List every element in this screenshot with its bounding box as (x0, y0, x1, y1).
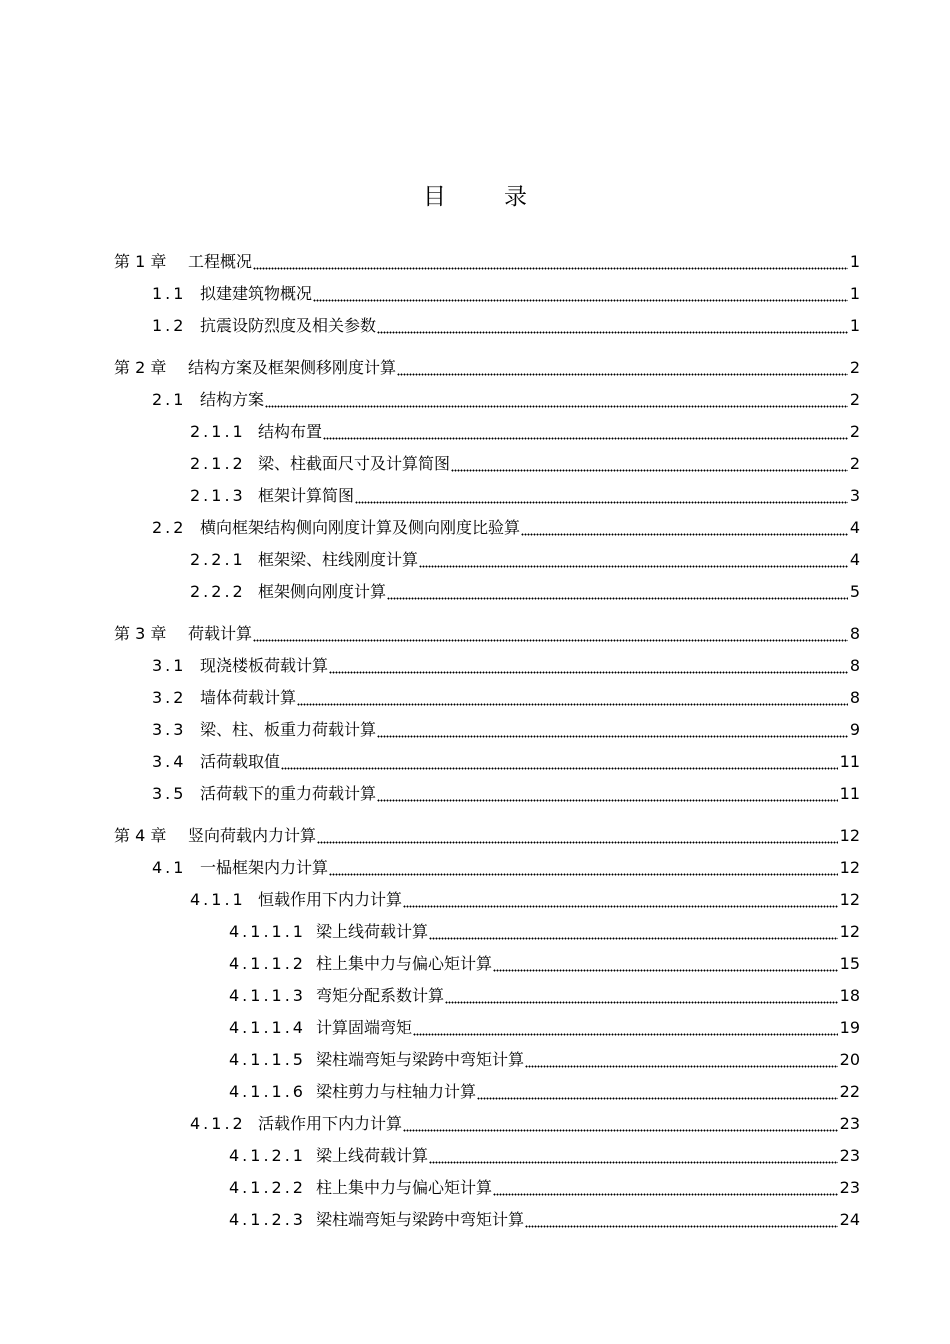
toc-leader-dots (397, 358, 848, 378)
toc-entry[interactable] (190, 414, 860, 442)
toc-entry-number: 2.1.3 (190, 486, 246, 505)
toc-entry[interactable] (152, 850, 860, 878)
toc-entry[interactable] (229, 914, 860, 942)
toc-entry-number: 4.1.1.5 (229, 1050, 306, 1069)
toc-entry-title: 结构方案 (200, 390, 265, 409)
toc-entry-title: 梁、柱、板重力荷载计算 (200, 720, 377, 739)
toc-entry-number: 4.1.2.3 (229, 1210, 306, 1229)
toc-leader-dots (521, 518, 848, 538)
toc-entry-page: 18 (839, 986, 860, 1005)
toc-entry-title: 柱上集中力与偏心矩计算 (316, 954, 493, 973)
toc-leader-dots (451, 454, 848, 474)
toc-leader-dots (329, 858, 838, 878)
toc-leader-dots (403, 890, 838, 910)
toc-leader-dots (525, 1210, 838, 1230)
toc-entry-page: 9 (849, 720, 860, 739)
toc-entry-title: 框架梁、柱线刚度计算 (258, 550, 419, 569)
toc-entry-page: 12 (839, 890, 860, 909)
toc-entry-number: 4.1.2 (190, 1114, 246, 1133)
toc-entry-number: 第 4 章 (114, 826, 167, 845)
toc-entry-number: 2.2.1 (190, 550, 246, 569)
toc-leader-dots (419, 550, 848, 570)
toc-leader-dots (281, 752, 838, 772)
page-title-char-2: 录 (504, 184, 527, 210)
toc-entry-page: 24 (839, 1210, 860, 1229)
toc-leader-dots (317, 826, 838, 846)
toc-entry-number: 3.1 (152, 656, 187, 675)
toc-leader-dots (387, 582, 848, 602)
toc-entry-number: 2.1 (152, 390, 187, 409)
toc-entry[interactable] (114, 244, 860, 272)
toc-entry[interactable] (229, 1170, 860, 1198)
toc-entry-number: 3.2 (152, 688, 187, 707)
toc-entry-page: 4 (849, 550, 860, 569)
toc-leader-dots (413, 1018, 838, 1038)
toc-leader-dots (377, 316, 848, 336)
toc-entry-title: 荷载计算 (188, 624, 253, 643)
toc-entry-number: 2.1.1 (190, 422, 246, 441)
toc-leader-dots (403, 1114, 838, 1134)
toc-entry[interactable] (152, 308, 860, 336)
toc-leader-dots (525, 1050, 838, 1070)
toc-entry-number: 4.1.2.1 (229, 1146, 306, 1165)
toc-entry-title: 梁柱端弯矩与梁跨中弯矩计算 (316, 1210, 525, 1229)
toc-entry-number: 第 1 章 (114, 252, 167, 271)
toc-leader-dots (265, 390, 848, 410)
toc-leader-dots (313, 284, 848, 304)
toc-entry[interactable] (114, 818, 860, 846)
toc-entry-page: 2 (849, 422, 860, 441)
toc-entry[interactable] (152, 776, 860, 804)
toc-entry[interactable] (190, 574, 860, 602)
toc-entry-number: 4.1 (152, 858, 187, 877)
toc-entry-page: 23 (839, 1178, 860, 1197)
toc-leader-dots (493, 1178, 838, 1198)
toc-entry-page: 1 (849, 284, 860, 303)
toc-entry-number: 4.1.1 (190, 890, 246, 909)
toc-leader-dots (377, 784, 838, 804)
toc-entry-page: 11 (839, 752, 860, 771)
toc-entry[interactable] (114, 350, 860, 378)
toc-entry-page: 11 (839, 784, 860, 803)
toc-entry-page: 12 (839, 858, 860, 877)
toc-entry-number: 2.2.2 (190, 582, 246, 601)
toc-entry-page: 4 (849, 518, 860, 537)
toc-entry-page: 5 (849, 582, 860, 601)
toc-entry-title: 梁、柱截面尺寸及计算简图 (258, 454, 451, 473)
toc-entry-title: 竖向荷载内力计算 (188, 826, 317, 845)
toc-entry-number: 第 3 章 (114, 624, 167, 643)
toc-entry-page: 22 (839, 1082, 860, 1101)
toc-leader-dots (429, 1146, 838, 1166)
toc-entry-title: 弯矩分配系数计算 (316, 986, 445, 1005)
toc-leader-dots (429, 922, 838, 942)
toc-leader-dots (445, 986, 838, 1006)
toc-entry-title: 框架计算简图 (258, 486, 355, 505)
toc-entry-number: 4.1.2.2 (229, 1178, 306, 1197)
toc-entry-title: 抗震设防烈度及相关参数 (200, 316, 377, 335)
toc-entry-number: 4.1.1.6 (229, 1082, 306, 1101)
toc-entry-page: 15 (839, 954, 860, 973)
toc-entry-page: 23 (839, 1114, 860, 1133)
toc-entry[interactable] (152, 510, 860, 538)
toc-entry-number: 1.2 (152, 316, 187, 335)
page-title (0, 178, 950, 211)
toc-entry-title: 结构布置 (258, 422, 323, 441)
toc-entry-number: 1.1 (152, 284, 187, 303)
toc-entry[interactable] (229, 978, 860, 1006)
toc-entry-page: 8 (849, 688, 860, 707)
toc-entry-page: 23 (839, 1146, 860, 1165)
toc-entry-title: 柱上集中力与偏心矩计算 (316, 1178, 493, 1197)
toc-entry[interactable] (229, 1010, 860, 1038)
toc-entry-title: 恒载作用下内力计算 (258, 890, 403, 909)
toc-entry-title: 现浇楼板荷载计算 (200, 656, 329, 675)
toc-entry-title: 计算固端弯矩 (316, 1018, 413, 1037)
toc-entry[interactable] (190, 1106, 860, 1134)
toc-entry[interactable] (152, 382, 860, 410)
toc-entry-number: 4.1.1.4 (229, 1018, 306, 1037)
toc-entry-title: 墙体荷载计算 (200, 688, 297, 707)
toc-entry[interactable] (229, 1074, 860, 1102)
toc-entry-page: 8 (849, 656, 860, 675)
toc-entry-number: 第 2 章 (114, 358, 167, 377)
toc-leader-dots (477, 1082, 838, 1102)
toc-entry-number: 3.4 (152, 752, 187, 771)
toc-entry-number: 2.2 (152, 518, 187, 537)
toc-entry-title: 拟建建筑物概况 (200, 284, 313, 303)
toc-entry-page: 2 (849, 454, 860, 473)
toc-entry-page: 12 (839, 826, 860, 845)
toc-entry-page: 2 (849, 390, 860, 409)
toc-entry-number: 4.1.1.1 (229, 922, 306, 941)
toc-entry[interactable] (152, 680, 860, 708)
toc-leader-dots (493, 954, 838, 974)
toc-entry-title: 横向框架结构侧向刚度计算及侧向刚度比验算 (200, 518, 521, 537)
toc-entry-title: 活荷载下的重力荷载计算 (200, 784, 377, 803)
toc-entry[interactable] (114, 616, 860, 644)
toc-entry[interactable] (190, 542, 860, 570)
toc-entry[interactable] (229, 1202, 860, 1230)
toc-leader-dots (355, 486, 848, 506)
toc-entry[interactable] (229, 1042, 860, 1070)
toc-entry-page: 1 (849, 316, 860, 335)
toc-entry[interactable] (152, 648, 860, 676)
page-title-char-1: 目 (423, 184, 446, 210)
toc-entry[interactable] (190, 478, 860, 506)
toc-entry-page: 20 (839, 1050, 860, 1069)
toc-leader-dots (253, 252, 848, 272)
toc-entry[interactable] (229, 946, 860, 974)
toc-entry[interactable] (190, 882, 860, 910)
toc-entry-title: 活载作用下内力计算 (258, 1114, 403, 1133)
toc-entry-title: 活荷载取值 (200, 752, 281, 771)
toc-entry[interactable] (152, 276, 860, 304)
toc-entry-number: 2.1.2 (190, 454, 246, 473)
toc-entry-number: 4.1.1.3 (229, 986, 306, 1005)
toc-entry-page: 1 (849, 252, 860, 271)
toc-entry-title: 梁柱剪力与柱轴力计算 (316, 1082, 477, 1101)
toc-entry[interactable] (190, 446, 860, 474)
toc-leader-dots (253, 624, 848, 644)
toc-entry-title: 结构方案及框架侧移刚度计算 (188, 358, 397, 377)
toc-entry-title: 梁上线荷载计算 (316, 1146, 429, 1165)
toc-entry-title: 一榀框架内力计算 (200, 858, 329, 877)
toc-entry-page: 12 (839, 922, 860, 941)
toc-entry-number: 3.5 (152, 784, 187, 803)
toc-leader-dots (329, 656, 848, 676)
toc-entry-page: 19 (839, 1018, 860, 1037)
toc-entry[interactable] (152, 712, 860, 740)
toc-entry-page: 8 (849, 624, 860, 643)
toc-leader-dots (323, 422, 848, 442)
toc-entry[interactable] (229, 1138, 860, 1166)
toc-entry-page: 3 (849, 486, 860, 505)
toc-leader-dots (377, 720, 848, 740)
toc-entry-title: 工程概况 (188, 252, 253, 271)
toc-entry-title: 梁柱端弯矩与梁跨中弯矩计算 (316, 1050, 525, 1069)
toc-entry-page: 2 (849, 358, 860, 377)
toc-leader-dots (297, 688, 848, 708)
toc-entry-title: 梁上线荷载计算 (316, 922, 429, 941)
toc-entry-number: 3.3 (152, 720, 187, 739)
toc-entry[interactable] (152, 744, 860, 772)
toc-entry-title: 框架侧向刚度计算 (258, 582, 387, 601)
toc-entry-number: 4.1.1.2 (229, 954, 306, 973)
